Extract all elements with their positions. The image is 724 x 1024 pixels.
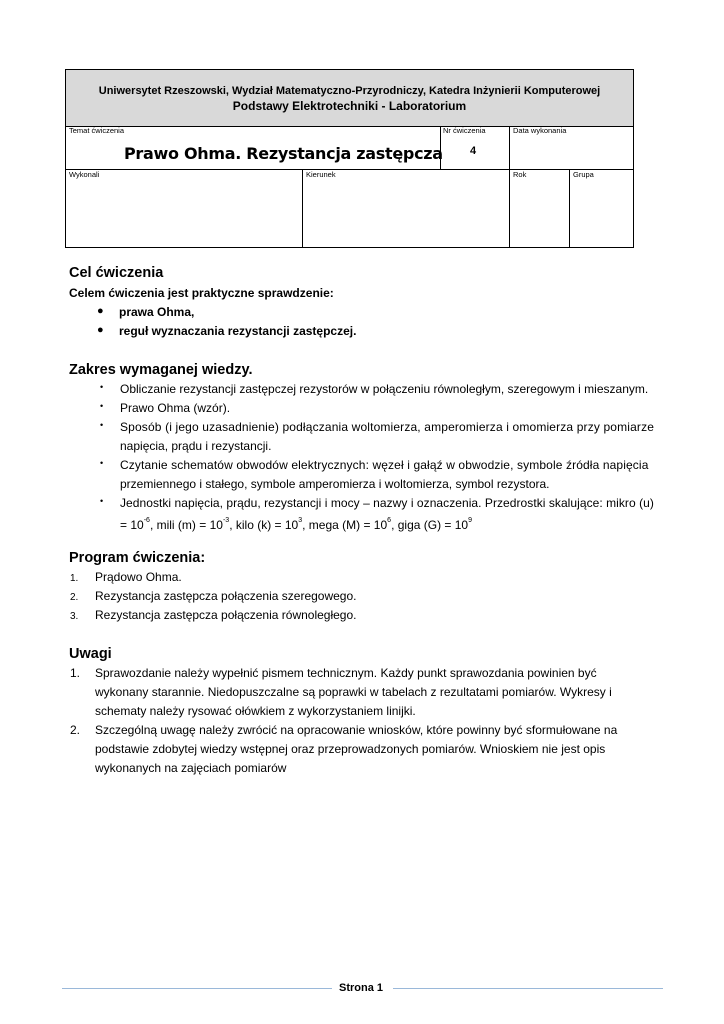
bullet-icon: ● xyxy=(97,324,104,336)
knowledge-item-cont: napięcia, prądu i rezystancji. xyxy=(120,439,272,453)
header-banner xyxy=(66,70,633,127)
unit-text: , mili (m) = 10 xyxy=(149,518,223,532)
university-name: Uniwersytet Rzeszowski, Wydział Matematyczno-Przyrodniczy, Katedra Inżynierii Komputerowej xyxy=(98,85,601,97)
page-number: Strona 1 xyxy=(339,982,384,994)
list-number: 2. xyxy=(70,723,81,737)
exercise-number: 4 xyxy=(470,145,477,157)
knowledge-item: Jednostki napięcia, prądu, rezystancji i mocy – nazwy i oznaczenia. Przedrostki skalujące: mikro (u) xyxy=(120,496,654,510)
goal-heading: Cel ćwiczenia xyxy=(69,265,164,281)
group-label: Grupa xyxy=(573,170,594,179)
col-divider xyxy=(569,169,570,248)
unit-text: , mega (M) = 10 xyxy=(302,518,388,532)
date-label: Data wykonania xyxy=(513,126,567,135)
goal-item: prawa Ohma, xyxy=(119,305,195,319)
course-name: Podstawy Elektrotechniki - Laboratorium xyxy=(232,99,467,113)
knowledge-item: Sposób (i jego uzasadnienie) podłączania woltomierza, amperomierza i omomierza przy pomiarze xyxy=(120,420,655,434)
note-line: wykonany starannie. Niedopuszczalne są poprawki w tabelach z rezultatami pomiarów. Wykresy i xyxy=(95,685,612,699)
knowledge-heading: Zakres wymaganej wiedzy. xyxy=(69,362,253,378)
row-divider xyxy=(66,169,633,170)
year-label: Rok xyxy=(513,170,527,179)
header-table xyxy=(65,69,634,248)
program-item: Rezystancja zastępcza połączenia równoległego. xyxy=(95,608,357,622)
bullet-icon: • xyxy=(100,401,104,411)
unit-text: , giga (G) = 10 xyxy=(391,518,469,532)
list-number: 1. xyxy=(70,573,79,584)
unit-text: , kilo (k) = 10 xyxy=(229,518,299,532)
col-divider xyxy=(509,169,510,248)
unit-exp: 3 xyxy=(298,517,303,524)
goal-item: reguł wyznaczania rezystancji zastępczej. xyxy=(119,324,357,338)
topic-title: Prawo Ohma. Rezystancja zastępcza xyxy=(124,144,443,163)
list-number: 2. xyxy=(70,592,79,603)
unit-exp: -6 xyxy=(143,517,150,524)
note-line: Sprawozdanie należy wypełnić pismem technicznym. Każdy punkt sprawozdania powinien być xyxy=(95,666,597,680)
note-line: schematy należy rysować ołówkiem z wykorzystaniem linijki. xyxy=(95,704,416,718)
note-line: podstawie zdobytej wiedzy wstępnej oraz przeprowadzonych pomiarów. Wnioskiem nie jest opis xyxy=(95,742,606,756)
field-label: Kierunek xyxy=(306,170,336,179)
knowledge-item-cont: przemiennego i stałego, symbole amperomierza i woltomierza, symbol rezystora. xyxy=(120,477,550,491)
list-number: 3. xyxy=(70,611,79,622)
knowledge-item: Czytanie schematów obwodów elektrycznych: węzeł i gałąź w obwodzie, symbole źródła napięcia xyxy=(120,458,649,472)
note-line: Szczególną uwagę należy zwrócić na opracowanie wniosków, które powinny być sformułowane na xyxy=(95,723,618,737)
bullet-icon: ● xyxy=(97,305,104,317)
unit-prefixes xyxy=(120,516,472,535)
note-line: wykonanych na zajęciach pomiarów xyxy=(95,761,287,775)
col-divider xyxy=(302,169,303,248)
unit-exp: 9 xyxy=(468,517,473,524)
list-number: 1. xyxy=(70,666,81,680)
program-item: Prądowo Ohma. xyxy=(95,570,182,584)
col-divider xyxy=(509,126,510,169)
knowledge-item: Prawo Ohma (wzór). xyxy=(120,401,231,415)
goal-intro: Celem ćwiczenia jest praktyczne sprawdzenie: xyxy=(69,286,334,300)
program-item: Rezystancja zastępcza połączenia szeregowego. xyxy=(95,589,357,603)
footer-rule xyxy=(393,988,663,989)
bullet-icon: • xyxy=(100,420,104,430)
notes-heading: Uwagi xyxy=(69,646,112,662)
topic-label: Temat ćwiczenia xyxy=(69,126,125,135)
unit-text: = 10 xyxy=(120,518,144,532)
program-heading: Program ćwiczenia: xyxy=(69,550,206,566)
bullet-icon: • xyxy=(100,382,104,392)
bullet-icon: • xyxy=(100,458,104,468)
performed-label: Wykonali xyxy=(69,170,100,179)
footer-rule xyxy=(62,988,332,989)
nr-label: Nr ćwiczenia xyxy=(443,126,486,135)
bullet-icon: • xyxy=(100,496,104,506)
unit-exp: -3 xyxy=(222,517,230,524)
knowledge-item: Obliczanie rezystancji zastępczej rezystorów w połączeniu równoległym, szeregowym i mieszanym. xyxy=(120,382,649,396)
unit-exp: 6 xyxy=(387,517,392,524)
